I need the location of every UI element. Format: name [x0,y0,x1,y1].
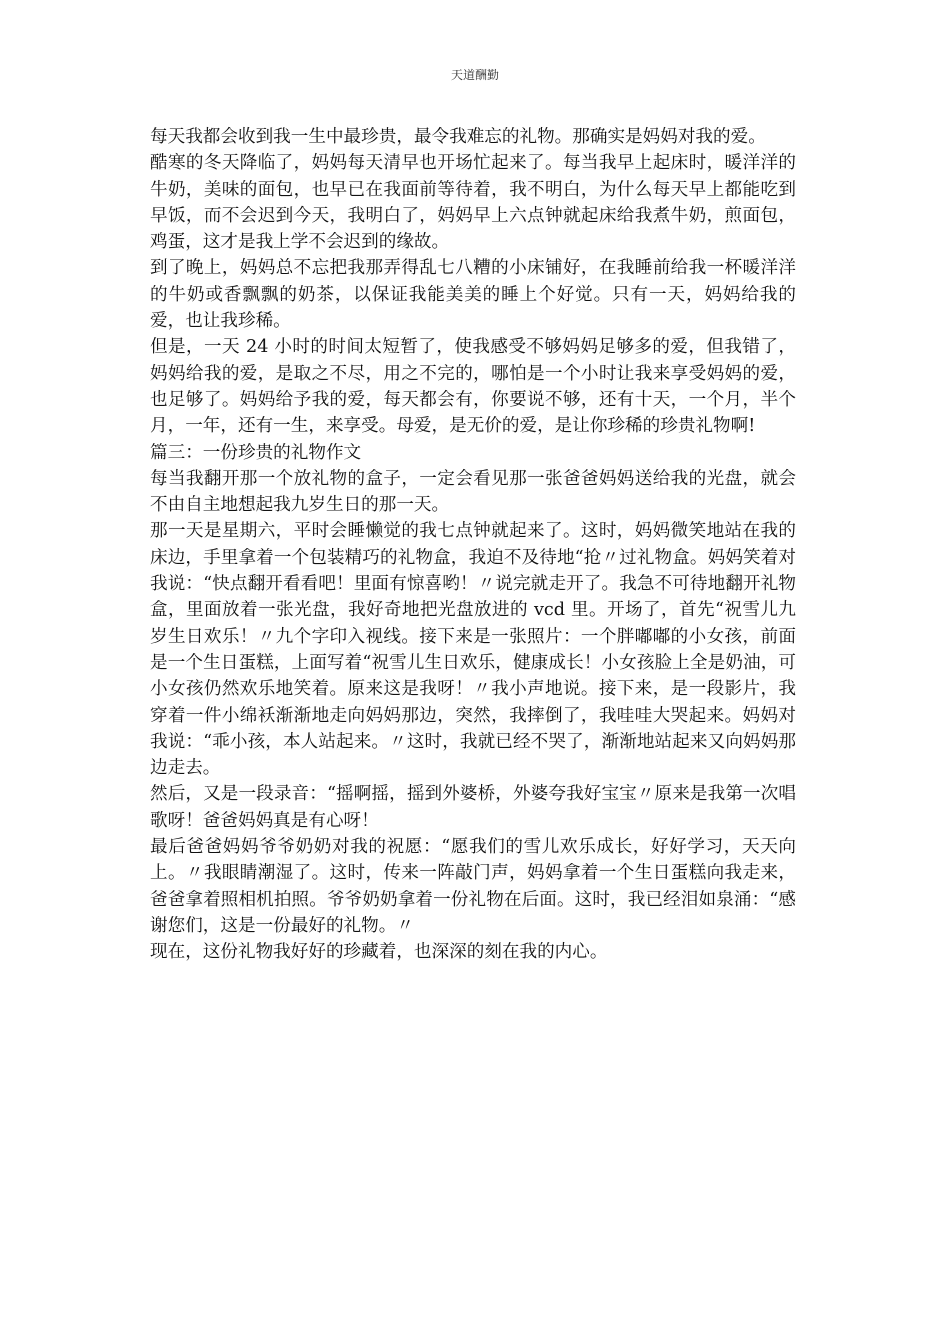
paragraph: 那一天是星期六，平时会睡懒觉的我七点钟就起来了。这时，妈妈微笑地站在我的床边，手里拿着一个包装精巧的礼物盒，我迫不及待地“抢〃过礼物盒。妈妈笑着对我说：“快点翻开看看吧！里面有惊喜哟！〃说完就走开了。我急不可待地翻开礼物盒，里面放着一张光盘，我好奇地把光盘放进的 vcd 里。开场了，首先“祝雪儿九岁生日欢乐！〃九个字印入视线。接下来是一张照片：一个胖嘟嘟的小女孩，前面是一个生日蛋糕，上面写着“祝雪儿生日欢乐，健康成长！小女孩脸上全是奶油，可小女孩仍然欢乐地笑着。原来这是我呀！〃我小声地说。接下来，是一段影片，我穿着一件小绵袄渐渐地走向妈妈那边，突然，我摔倒了，我哇哇大哭起来。妈妈对我说：“乖小孩，本人站起来。〃这时，我就已经不哭了，渐渐地站起来又向妈妈那边走去。 [150,521,796,779]
page-header: 天道酬勤 [450,68,499,82]
paragraph: 酷寒的冬天降临了，妈妈每天清早也开场忙起来了。每当我早上起床时，暖洋洋的牛奶，美味的面包，也早已在我面前等待着，我不明白，为什么每天早上都能吃到早饭，而不会迟到今天，我明白了，妈妈早上六点钟就起床给我煮牛奶，煎面包，鸡蛋，这才是我上学不会迟到的缘故。 [150,153,796,253]
paragraph: 现在，这份礼物我好好的珍藏着，也深深的刻在我的内心。 [150,942,608,963]
section-heading: 篇三：一份珍贵的礼物作文 [150,442,362,463]
paragraph: 每当我翻开那一个放礼物的盒子，一定会看见那一张爸爸妈妈送给我的光盘，就会不由自主地想起我九岁生日的那一天。 [150,468,796,516]
document-body [150,124,796,966]
paragraph: 到了晚上，妈妈总不忘把我那弄得乱七八糟的小床铺好，在我睡前给我一杯暖洋洋的牛奶或香飘飘的奶茶，以保证我能美美的睡上个好觉。只有一天，妈妈给我的爱，也让我珍稀。 [150,258,796,332]
paragraph: 每天我都会收到我一生中最珍贵，最令我难忘的礼物。那确实是妈妈对我的爱。 [150,127,766,147]
paragraph: 最后爸爸妈妈爷爷奶奶对我的祝愿：“愿我们的雪儿欢乐成长，好好学习，天天向上。〃我眼睛潮湿了。这时，传来一阵敲门声，妈妈拿着一个生日蛋糕向我走来，爸爸拿着照相机拍照。爷爷奶奶拿着一份礼物在后面。这时，我已经泪如泉涌：“感谢您们，这是一份最好的礼物。〃 [150,837,796,936]
paragraph: 然后，又是一段录音：“摇啊摇，摇到外婆桥，外婆夸我好宝宝〃原来是我第一次唱歌呀！爸爸妈妈真是有心呀！ [150,784,796,831]
paragraph: 但是，一天 24 小时的时间太短暂了，使我感受不够妈妈足够多的爱，但我错了，妈妈给我的爱，是取之不尽，用之不完的，哪怕是一个小时让我来享受妈妈的爱，也足够了。妈妈给予我的爱，每天都会有，你要说不够，还有十天，一个月，半个月，一年，还有一生，来享受。母爱，是无价的爱，是让你珍稀的珍贵礼物啊! [150,337,796,437]
